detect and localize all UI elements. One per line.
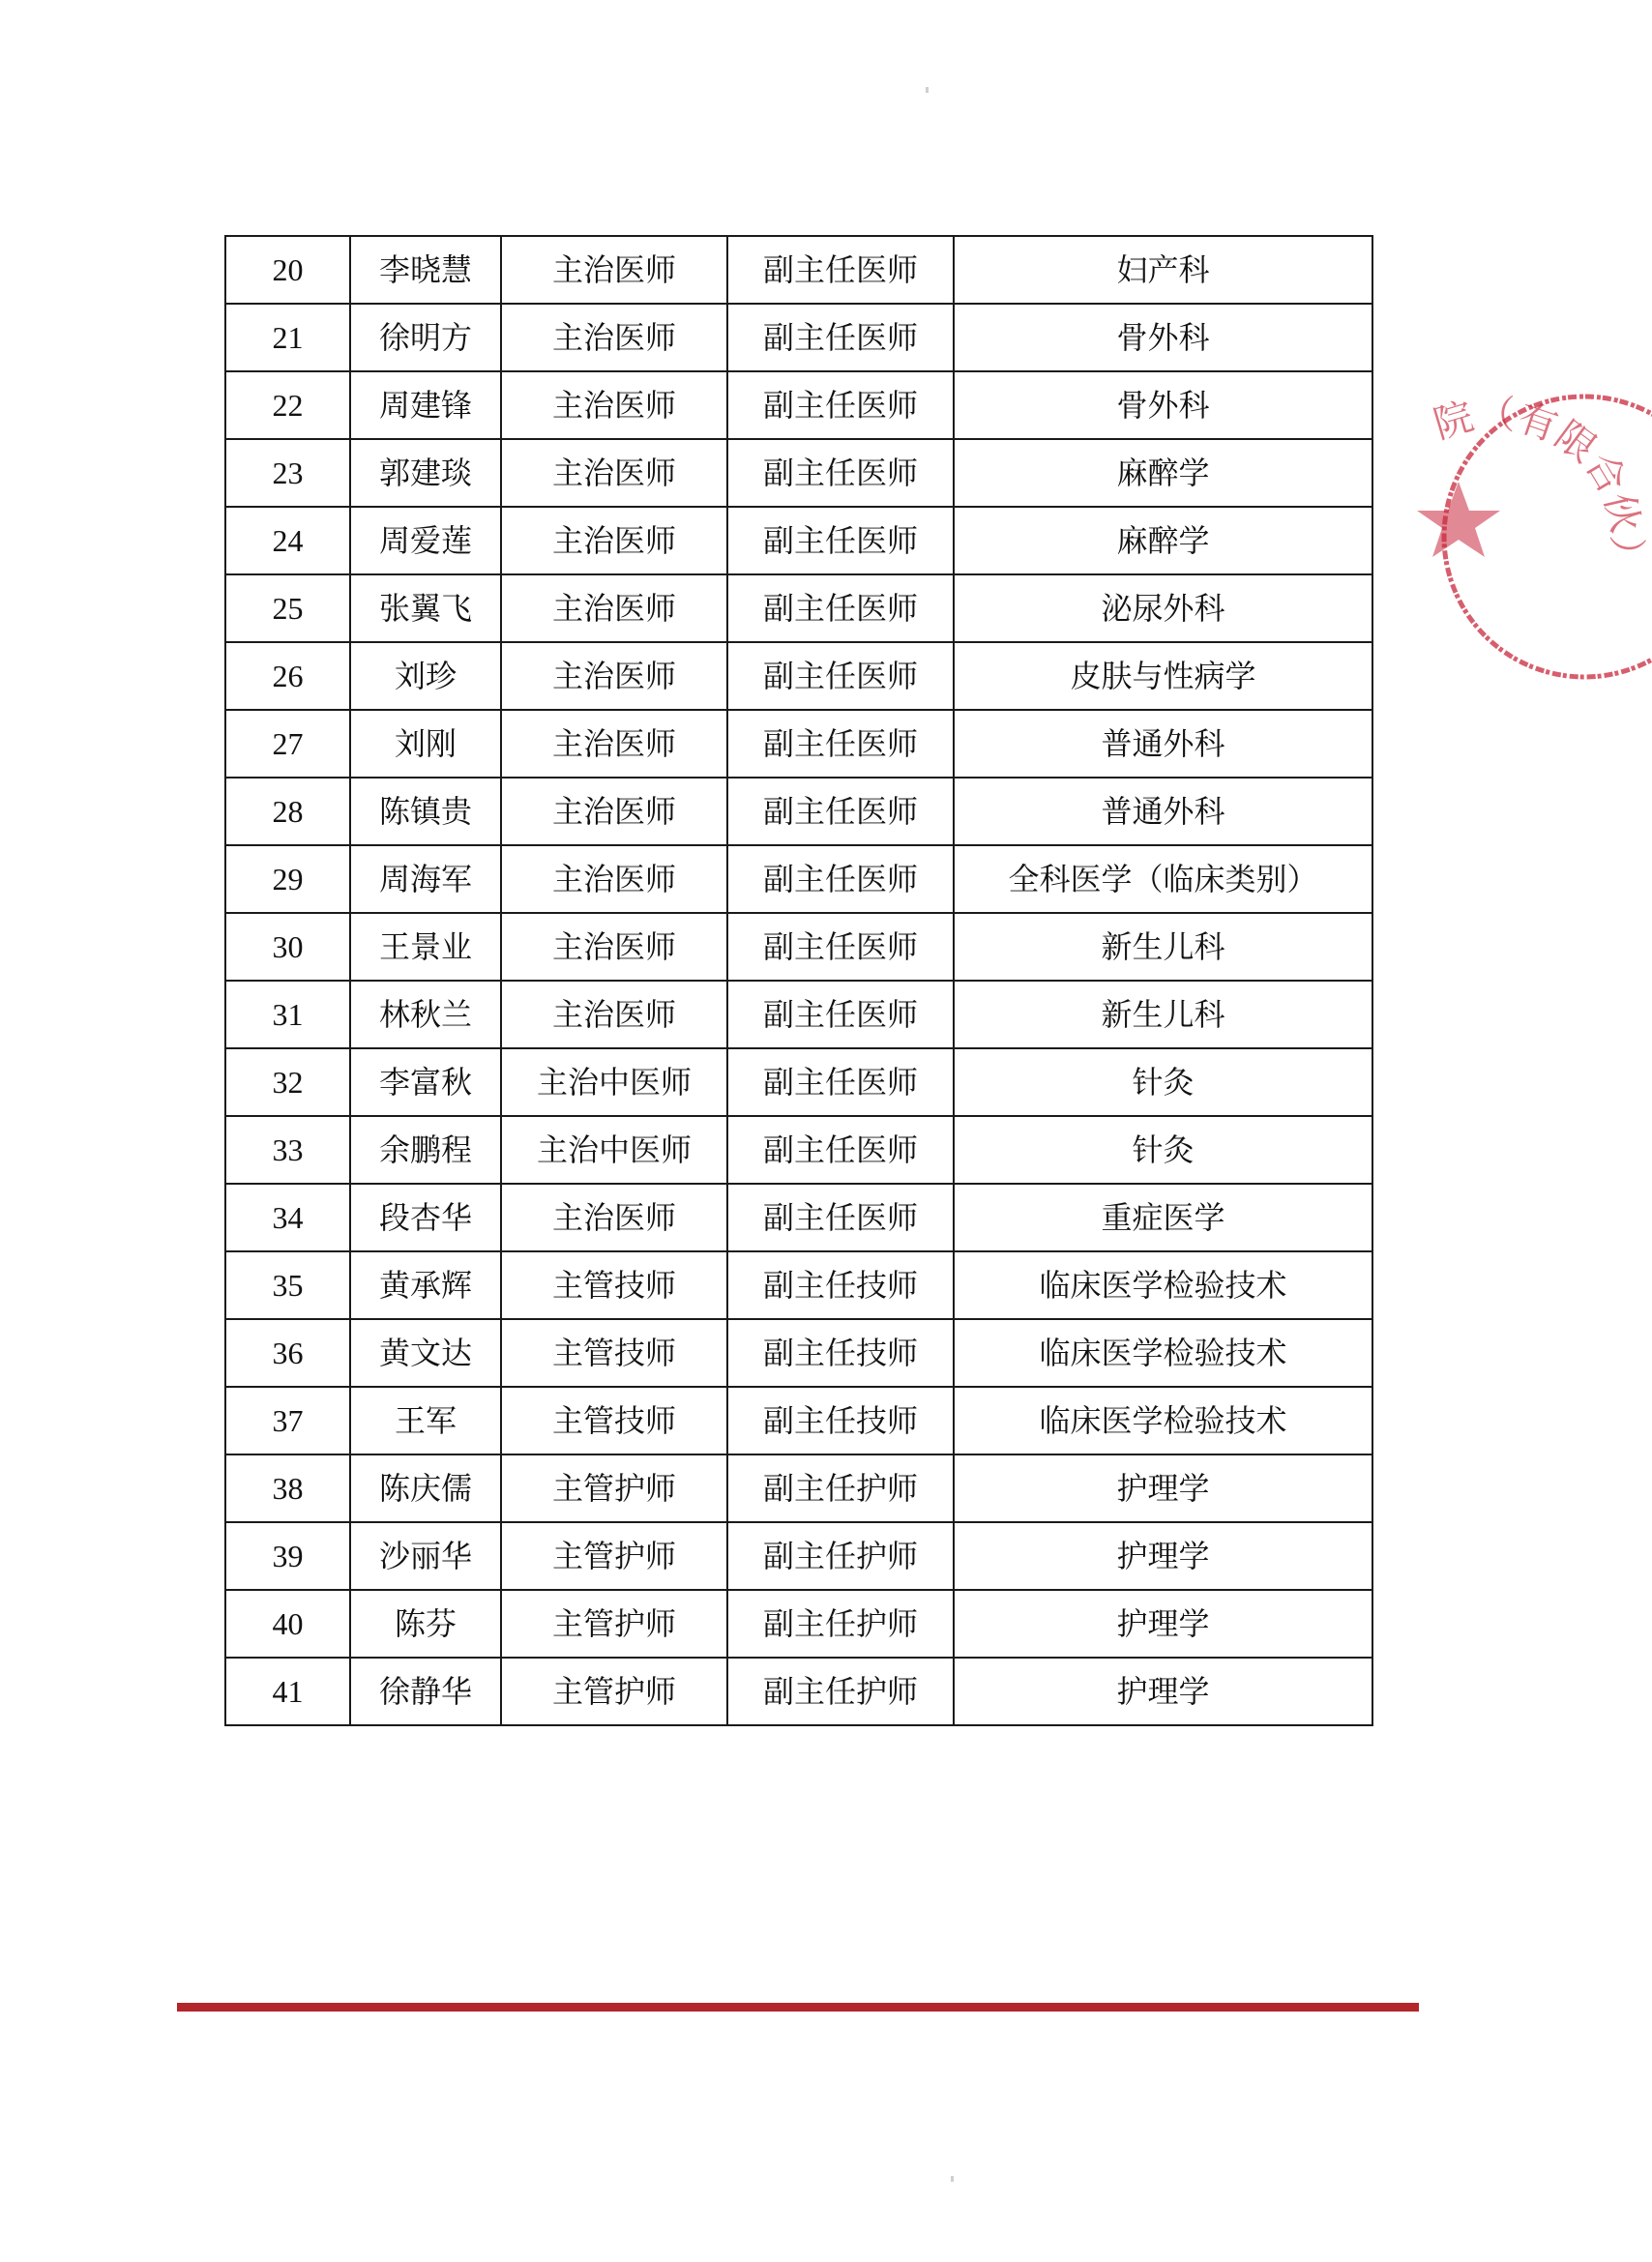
name-cell: 林秋兰 (350, 981, 501, 1048)
row-number-cell: 41 (225, 1658, 350, 1725)
row-number-cell: 29 (225, 845, 350, 913)
row-number-cell: 27 (225, 710, 350, 778)
specialty-cell: 麻醉学 (954, 507, 1372, 574)
table-row (225, 1590, 1372, 1658)
table-row (225, 981, 1372, 1048)
specialty-cell: 针灸 (954, 1116, 1372, 1184)
table-row (225, 1522, 1372, 1590)
specialty-cell: 护理学 (954, 1658, 1372, 1725)
specialty-cell: 骨外科 (954, 304, 1372, 371)
table-row (225, 439, 1372, 507)
proposed-title-cell: 副主任医师 (727, 574, 954, 642)
proposed-title-cell: 副主任医师 (727, 507, 954, 574)
row-number-cell: 35 (225, 1251, 350, 1319)
proposed-title-cell: 副主任医师 (727, 1116, 954, 1184)
specialty-cell: 皮肤与性病学 (954, 642, 1372, 710)
name-cell: 周建锋 (350, 371, 501, 439)
specialty-cell: 新生儿科 (954, 981, 1372, 1048)
proposed-title-cell: 副主任护师 (727, 1590, 954, 1658)
current-title-cell: 主治医师 (501, 304, 727, 371)
specialty-cell: 临床医学检验技术 (954, 1319, 1372, 1387)
specialty-cell: 护理学 (954, 1454, 1372, 1522)
row-number-cell: 39 (225, 1522, 350, 1590)
table-row (225, 913, 1372, 981)
row-number-cell: 40 (225, 1590, 350, 1658)
table-row (225, 1116, 1372, 1184)
table-row (225, 710, 1372, 778)
current-title-cell: 主治医师 (501, 642, 727, 710)
proposed-title-cell: 副主任护师 (727, 1522, 954, 1590)
table-row (225, 1319, 1372, 1387)
table-row (225, 1251, 1372, 1319)
current-title-cell: 主管护师 (501, 1454, 727, 1522)
table-row (225, 574, 1372, 642)
proposed-title-cell: 副主任技师 (727, 1387, 954, 1454)
row-number-cell: 23 (225, 439, 350, 507)
table-row (225, 1184, 1372, 1251)
table-row (225, 304, 1372, 371)
specialty-cell: 麻醉学 (954, 439, 1372, 507)
proposed-title-cell: 副主任医师 (727, 913, 954, 981)
table-row (225, 236, 1372, 304)
name-cell: 王军 (350, 1387, 501, 1454)
proposed-title-cell: 副主任技师 (727, 1251, 954, 1319)
current-title-cell: 主治中医师 (501, 1116, 727, 1184)
seal-text (1429, 393, 1648, 576)
proposed-title-cell: 副主任医师 (727, 371, 954, 439)
row-number-cell: 38 (225, 1454, 350, 1522)
table-row (225, 642, 1372, 710)
name-cell: 陈镇贵 (350, 778, 501, 845)
proposed-title-cell: 副主任医师 (727, 439, 954, 507)
name-cell: 周爱莲 (350, 507, 501, 574)
name-cell: 刘珍 (350, 642, 501, 710)
name-cell: 段杏华 (350, 1184, 501, 1251)
proposed-title-cell: 副主任护师 (727, 1454, 954, 1522)
current-title-cell: 主治医师 (501, 710, 727, 778)
current-title-cell: 主治医师 (501, 778, 727, 845)
current-title-cell: 主治医师 (501, 981, 727, 1048)
current-title-cell: 主管护师 (501, 1590, 727, 1658)
proposed-title-cell: 副主任医师 (727, 845, 954, 913)
specialty-cell: 普通外科 (954, 710, 1372, 778)
row-number-cell: 34 (225, 1184, 350, 1251)
name-cell: 沙丽华 (350, 1522, 501, 1590)
specialty-cell: 护理学 (954, 1522, 1372, 1590)
name-cell: 徐静华 (350, 1658, 501, 1725)
table-row (225, 1658, 1372, 1725)
row-number-cell: 26 (225, 642, 350, 710)
name-cell: 余鹏程 (350, 1116, 501, 1184)
specialty-cell: 新生儿科 (954, 913, 1372, 981)
row-number-cell: 28 (225, 778, 350, 845)
proposed-title-cell: 副主任医师 (727, 236, 954, 304)
current-title-cell: 主治医师 (501, 845, 727, 913)
specialty-cell: 妇产科 (954, 236, 1372, 304)
official-seal (1401, 382, 1652, 682)
row-number-cell: 25 (225, 574, 350, 642)
name-cell: 黄文达 (350, 1319, 501, 1387)
row-number-cell: 20 (225, 236, 350, 304)
name-cell: 刘刚 (350, 710, 501, 778)
proposed-title-cell: 副主任医师 (727, 1048, 954, 1116)
roster-table-body (225, 236, 1372, 1725)
current-title-cell: 主治中医师 (501, 1048, 727, 1116)
current-title-cell: 主治医师 (501, 1184, 727, 1251)
scan-speck (951, 2176, 954, 2182)
current-title-cell: 主管技师 (501, 1387, 727, 1454)
current-title-cell: 主治医师 (501, 236, 727, 304)
name-cell: 张翼飞 (350, 574, 501, 642)
current-title-cell: 主治医师 (501, 507, 727, 574)
proposed-title-cell: 副主任医师 (727, 981, 954, 1048)
specialty-cell: 全科医学（临床类别） (954, 845, 1372, 913)
current-title-cell: 主管技师 (501, 1251, 727, 1319)
scan-speck (926, 87, 929, 93)
proposed-title-cell: 副主任技师 (727, 1319, 954, 1387)
row-number-cell: 22 (225, 371, 350, 439)
name-cell: 周海军 (350, 845, 501, 913)
specialty-cell: 泌尿外科 (954, 574, 1372, 642)
current-title-cell: 主治医师 (501, 913, 727, 981)
proposed-title-cell: 副主任医师 (727, 710, 954, 778)
name-cell: 李富秋 (350, 1048, 501, 1116)
specialty-cell: 骨外科 (954, 371, 1372, 439)
row-number-cell: 36 (225, 1319, 350, 1387)
seal-text-path: 院（有限合伙） (1429, 393, 1649, 576)
specialty-cell: 重症医学 (954, 1184, 1372, 1251)
name-cell: 徐明方 (350, 304, 501, 371)
current-title-cell: 主管护师 (501, 1522, 727, 1590)
seal-star-icon (1417, 482, 1500, 557)
name-cell: 黄承辉 (350, 1251, 501, 1319)
row-number-cell: 37 (225, 1387, 350, 1454)
proposed-title-cell: 副主任医师 (727, 304, 954, 371)
promotion-roster-table (224, 235, 1373, 1726)
table-row (225, 1454, 1372, 1522)
name-cell: 郭建琰 (350, 439, 501, 507)
current-title-cell: 主治医师 (501, 439, 727, 507)
specialty-cell: 针灸 (954, 1048, 1372, 1116)
specialty-cell: 临床医学检验技术 (954, 1251, 1372, 1319)
specialty-cell: 护理学 (954, 1590, 1372, 1658)
current-title-cell: 主管护师 (501, 1658, 727, 1725)
row-number-cell: 21 (225, 304, 350, 371)
table-row (225, 371, 1372, 439)
specialty-cell: 普通外科 (954, 778, 1372, 845)
name-cell: 陈芬 (350, 1590, 501, 1658)
proposed-title-cell: 副主任护师 (727, 1658, 954, 1725)
table-row (225, 1048, 1372, 1116)
name-cell: 王景业 (350, 913, 501, 981)
current-title-cell: 主治医师 (501, 371, 727, 439)
table-row (225, 507, 1372, 574)
proposed-title-cell: 副主任医师 (727, 642, 954, 710)
table-row (225, 1387, 1372, 1454)
proposed-title-cell: 副主任医师 (727, 1184, 954, 1251)
specialty-cell: 临床医学检验技术 (954, 1387, 1372, 1454)
table-row (225, 845, 1372, 913)
name-cell: 陈庆儒 (350, 1454, 501, 1522)
name-cell: 李晓慧 (350, 236, 501, 304)
row-number-cell: 32 (225, 1048, 350, 1116)
current-title-cell: 主管技师 (501, 1319, 727, 1387)
row-number-cell: 24 (225, 507, 350, 574)
current-title-cell: 主治医师 (501, 574, 727, 642)
row-number-cell: 30 (225, 913, 350, 981)
row-number-cell: 31 (225, 981, 350, 1048)
footer-red-rule (177, 2003, 1419, 2012)
row-number-cell: 33 (225, 1116, 350, 1184)
proposed-title-cell: 副主任医师 (727, 778, 954, 845)
table-row (225, 778, 1372, 845)
